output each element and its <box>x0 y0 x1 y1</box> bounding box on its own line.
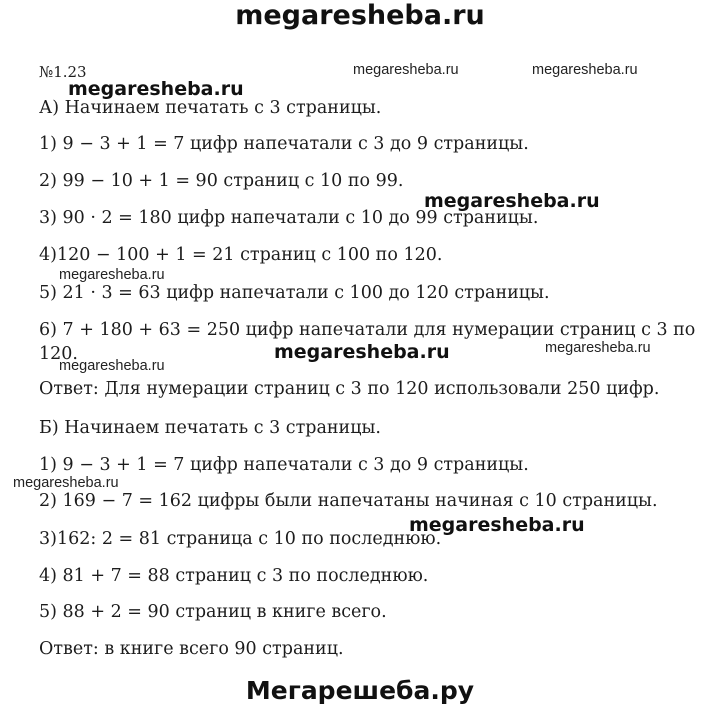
part-b-intro: Б) Начинаем печатать с 3 страницы. <box>39 418 381 438</box>
watermark: megaresheba.ru <box>353 62 459 78</box>
watermark: megaresheba.ru <box>409 514 585 536</box>
part-a-step-1: 1) 9 − 3 + 1 = 7 цифр напечатали с 3 до 9 страницы. <box>39 134 529 154</box>
part-a-step-5: 5) 21 · 3 = 63 цифр напечатали с 100 до 120 страницы. <box>39 283 550 303</box>
watermark: megaresheba.ru <box>59 358 165 374</box>
part-b-step-1: 1) 9 − 3 + 1 = 7 цифр напечатали с 3 до 9 страницы. <box>39 455 529 475</box>
part-a-step-3: 3) 90 · 2 = 180 цифр напечатали с 10 до 99 страницы. <box>39 208 539 228</box>
watermark: megaresheba.ru <box>424 190 600 212</box>
part-a-step-6-cont: 120. <box>39 344 78 364</box>
watermark: megaresheba.ru <box>532 62 638 78</box>
site-header: megaresheba.ru <box>235 0 485 31</box>
problem-number: №1.23 <box>39 63 87 81</box>
part-b-step-4: 4) 81 + 7 = 88 страниц с 3 по последнюю. <box>39 566 429 586</box>
part-a-step-4: 4)120 − 100 + 1 = 21 страниц с 100 по 120. <box>39 245 443 265</box>
part-a-step-6: 6) 7 + 180 + 63 = 250 цифр напечатали для нумерации страниц с 3 по <box>39 320 696 340</box>
watermark: megaresheba.ru <box>545 340 651 356</box>
part-b-step-5: 5) 88 + 2 = 90 страниц в книге всего. <box>39 602 387 622</box>
part-a-step-2: 2) 99 − 10 + 1 = 90 страниц с 10 по 99. <box>39 171 404 191</box>
part-b-step-3: 3)162: 2 = 81 страница с 10 по последнюю. <box>39 529 442 549</box>
watermark: megaresheba.ru <box>68 78 244 100</box>
part-a-answer: Ответ: Для нумерации страниц с 3 по 120 использовали 250 цифр. <box>39 379 660 399</box>
part-a-intro: А) Начинаем печатать с 3 страницы. <box>39 98 382 118</box>
part-b-step-2: 2) 169 − 7 = 162 цифры были напечатаны начиная с 10 страницы. <box>39 491 658 511</box>
watermark: megaresheba.ru <box>13 475 119 491</box>
site-footer: Мегарешеба.ру <box>245 676 475 705</box>
watermark: megaresheba.ru <box>59 267 165 283</box>
watermark: megaresheba.ru <box>274 341 450 363</box>
part-b-answer: Ответ: в книге всего 90 страниц. <box>39 639 344 659</box>
